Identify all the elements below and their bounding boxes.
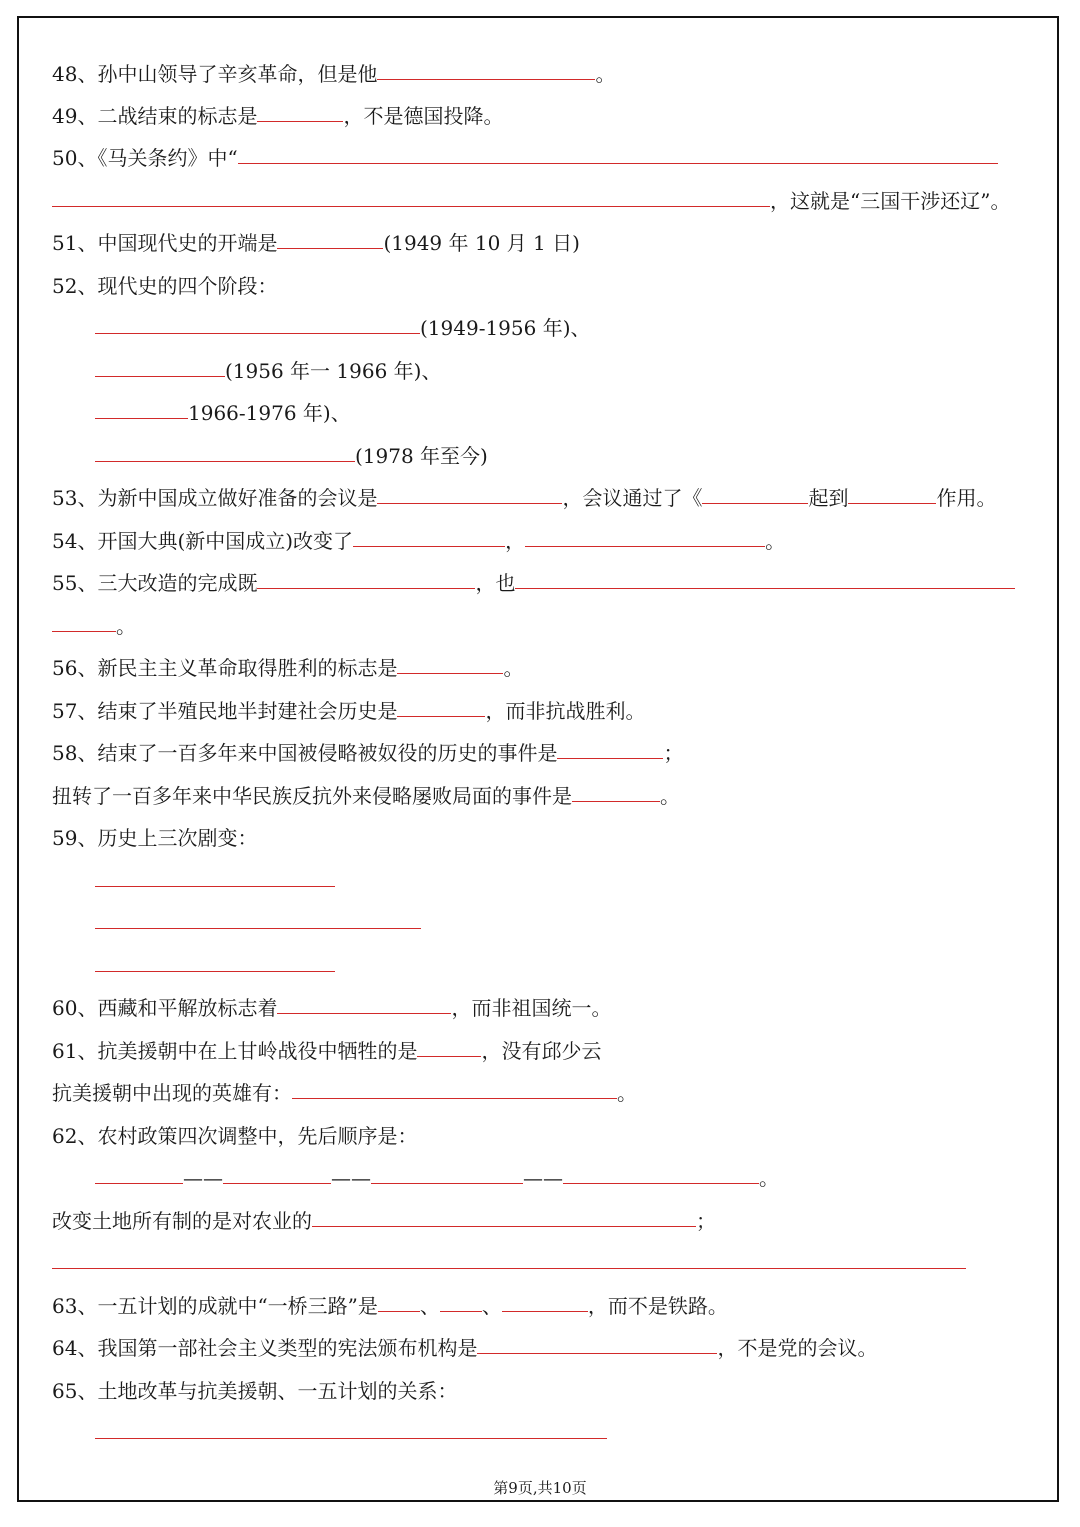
question-text: —— (183, 1166, 223, 1190)
question-text: 。 (660, 784, 680, 808)
question-text: 61、抗美援朝中在上甘岭战役中牺牲的是 (52, 1039, 418, 1063)
question-line (52, 481, 996, 515)
answer-blank[interactable] (702, 481, 808, 504)
question-text: ； (663, 741, 684, 765)
question-text: 。 (617, 1081, 637, 1105)
question-line (95, 396, 351, 430)
question-text: (1978 年至今) (355, 444, 488, 468)
answer-blank[interactable] (312, 1204, 696, 1227)
answer-blank[interactable] (353, 524, 505, 547)
answer-blank[interactable] (95, 1161, 183, 1184)
answer-blank[interactable] (238, 141, 998, 164)
question-text: 58、结束了一百多年来中国被侵略被奴役的历史的事件是 (52, 741, 558, 765)
question-text: (1956 年一 1966 年)、 (225, 359, 442, 383)
question-text: 52、现代史的四个阶段： (52, 274, 278, 298)
answer-blank[interactable] (572, 779, 660, 802)
page-footer: 第9页,共10页 (493, 1479, 587, 1497)
question-line (52, 1119, 417, 1153)
answer-blank[interactable] (95, 906, 421, 929)
question-line (95, 906, 421, 940)
question-text: 54、开国大典(新中国成立)改变了 (52, 529, 354, 553)
question-text: ，而非抗战胜利。 (485, 699, 646, 723)
question-line (52, 1204, 716, 1238)
question-text: ，不是党的会议。 (717, 1336, 878, 1360)
question-line (95, 949, 335, 983)
question-line (52, 1374, 457, 1408)
answer-blank[interactable] (52, 184, 770, 207)
answer-blank[interactable] (848, 481, 936, 504)
question-line (95, 1416, 607, 1450)
question-text: 57、结束了半殖民地半封建社会历史是 (52, 699, 398, 723)
question-line (95, 354, 441, 388)
answer-blank[interactable] (557, 736, 663, 759)
question-line (52, 609, 136, 643)
question-line (52, 779, 680, 813)
question-line (52, 566, 1015, 600)
question-line (52, 141, 998, 175)
question-text: 作用。 (936, 486, 997, 510)
question-text: 。 (116, 614, 136, 638)
question-text: 。 (765, 529, 786, 553)
question-text: ，没有邱少云 (481, 1039, 602, 1063)
answer-blank[interactable] (417, 1034, 481, 1057)
question-text: ，也 (475, 571, 516, 595)
answer-blank[interactable] (440, 1289, 482, 1312)
answer-blank[interactable] (95, 949, 335, 972)
answer-blank[interactable] (515, 566, 1015, 589)
question-text: 50、《马关条约》中“ (52, 146, 238, 170)
question-line (52, 1331, 877, 1365)
answer-blank[interactable] (52, 1246, 966, 1269)
question-text: 扭转了一百多年来中华民族反抗外来侵略屡败局面的事件是 (52, 784, 572, 808)
answer-blank[interactable] (257, 566, 475, 589)
question-text: 起到 (808, 486, 849, 510)
question-text: (1949-1956 年)、 (420, 316, 591, 340)
question-line (52, 736, 683, 770)
answer-blank[interactable] (377, 57, 595, 80)
question-text: ，而不是铁路。 (587, 1294, 728, 1318)
answer-blank[interactable] (477, 1331, 717, 1354)
question-text: 1966-1976 年)、 (188, 401, 351, 425)
question-text: 改变土地所有制的是对农业的 (52, 1209, 312, 1233)
question-line (52, 184, 1010, 218)
answer-blank[interactable] (95, 396, 188, 419)
question-text: ； (696, 1209, 716, 1233)
question-line (95, 864, 335, 898)
question-line (95, 1161, 779, 1195)
answer-blank[interactable] (95, 354, 225, 377)
question-text: 48、孙中山领导了辛亥革命，但是他 (52, 62, 378, 86)
answer-blank[interactable] (502, 1289, 588, 1312)
answer-blank[interactable] (95, 439, 355, 462)
question-text: ， (505, 529, 526, 553)
question-text: 51、中国现代史的开端是 (52, 231, 278, 255)
question-line (52, 226, 580, 260)
question-text: 55、三大改造的完成既 (52, 571, 258, 595)
question-text: 。 (503, 656, 524, 680)
answer-blank[interactable] (525, 524, 765, 547)
question-text: 63、一五计划的成就中“一桥三路”是 (52, 1294, 378, 1318)
question-line (95, 311, 591, 345)
question-text: 。 (759, 1166, 779, 1190)
question-text: 60、西藏和平解放标志着 (52, 996, 278, 1020)
question-text: 62、农村政策四次调整中，先后顺序是： (52, 1124, 418, 1148)
question-text: ，而非祖国统一。 (451, 996, 612, 1020)
question-line (52, 57, 615, 91)
answer-blank[interactable] (397, 651, 503, 674)
question-text: 64、我国第一部社会主义类型的宪法颁布机构是 (52, 1336, 478, 1360)
question-text: 抗美援朝中出现的英雄有： (52, 1081, 292, 1105)
question-line (52, 1289, 728, 1323)
answer-blank[interactable] (292, 1076, 617, 1099)
question-text: 65、土地改革与抗美援朝、一五计划的关系： (52, 1379, 458, 1403)
question-text: 59、历史上三次剧变： (52, 826, 258, 850)
question-line (95, 439, 488, 473)
answer-blank[interactable] (95, 864, 335, 887)
question-line (52, 821, 257, 855)
answer-blank[interactable] (95, 311, 420, 334)
question-line (52, 99, 503, 133)
question-line (52, 269, 277, 303)
answer-blank[interactable] (223, 1161, 331, 1184)
answer-blank[interactable] (378, 1289, 420, 1312)
answer-blank[interactable] (277, 226, 383, 249)
answer-blank[interactable] (52, 609, 116, 632)
question-text: 56、新民主主义革命取得胜利的标志是 (52, 656, 398, 680)
question-text: 49、二战结束的标志是 (52, 104, 258, 128)
question-line (52, 524, 785, 558)
answer-blank[interactable] (277, 991, 451, 1014)
answer-blank[interactable] (95, 1416, 607, 1439)
question-line (52, 991, 611, 1025)
question-line (52, 1246, 966, 1280)
question-text: ，这就是“三国干涉还辽”。 (770, 189, 1011, 213)
question-line (52, 694, 645, 728)
answer-blank[interactable] (377, 481, 562, 504)
question-text: ，不是德国投降。 (343, 104, 504, 128)
answer-blank[interactable] (371, 1161, 523, 1184)
answer-blank[interactable] (563, 1161, 759, 1184)
question-line (52, 1076, 637, 1110)
question-text: 53、为新中国成立做好准备的会议是 (52, 486, 378, 510)
question-text: —— (523, 1166, 563, 1190)
question-line (52, 1034, 601, 1068)
question-text: —— (331, 1166, 371, 1190)
question-line (52, 651, 523, 685)
question-text: 、 (481, 1294, 502, 1318)
answer-blank[interactable] (397, 694, 485, 717)
question-text: 。 (595, 62, 616, 86)
question-text: 、 (419, 1294, 440, 1318)
answer-blank[interactable] (257, 99, 343, 122)
question-text: ，会议通过了《 (562, 486, 703, 510)
question-text: (1949 年 10 月 1 日) (383, 231, 580, 255)
